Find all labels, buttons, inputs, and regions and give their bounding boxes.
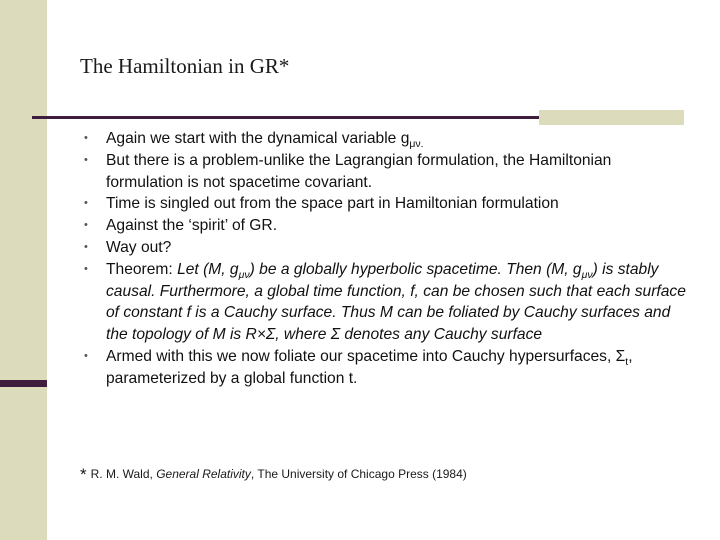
bullet-text: Again we start with the dynamical variable g: [106, 130, 410, 147]
sidebar-decoration-bottom: [0, 387, 47, 540]
theorem-text: ) be a globally hyperbolic spacetime. Then (M, g: [249, 260, 582, 278]
bullet-item: [80, 150, 692, 194]
footnote-star: *: [80, 465, 87, 484]
footnote-authors: R. M. Wald,: [90, 467, 157, 481]
bullet-text: , parameterized by a global function t.: [106, 347, 633, 387]
bullet-icon: •: [84, 349, 88, 362]
bullet-list: [80, 128, 692, 390]
subscript-t: t: [625, 355, 629, 368]
bullet-text: Against the ‘spirit’ of GR.: [106, 217, 278, 235]
subscript-mu-nu: μν.: [409, 138, 424, 150]
bullet-item: [80, 346, 692, 390]
title-divider-block: [539, 110, 684, 125]
theorem-text: ) is stably causal. Furthermore, a global time function, f, can be chosen such that each surface of constant f is a Cauchy surface. Thus M can be foliated by Cauchy surfaces and the topology of M is R×Σ, where Σ denotes any Cauchy surface: [106, 260, 686, 344]
subscript-mu-nu: μν: [238, 268, 250, 281]
sidebar-decoration-top: [0, 0, 47, 380]
bullet-text: Armed with this we now foliate our spacetime into Cauchy hypersurfaces, Σ: [106, 347, 626, 365]
bullet-icon: •: [84, 153, 88, 166]
bullet-text: Time is singled out from the space part in Hamiltonian formulation: [106, 195, 559, 213]
bullet-icon: •: [84, 132, 88, 144]
bullet-text: Way out?: [106, 238, 172, 256]
bullet-item: [80, 193, 692, 215]
footnote-publisher: , The University of Chicago Press (1984): [250, 467, 467, 481]
footnote-book-title: General Relativity: [156, 467, 251, 481]
bullet-icon: •: [84, 262, 88, 275]
bullet-icon: •: [84, 240, 88, 253]
bullet-item-theorem: [80, 259, 692, 346]
footnote: [80, 465, 467, 485]
bullet-icon: •: [84, 219, 88, 232]
subscript-mu-nu: μν: [581, 268, 593, 281]
sidebar-accent-mark: [0, 380, 47, 387]
bullet-item: [80, 128, 692, 150]
bullet-text: But there is a problem-unlike the Lagrangian formulation, the Hamiltonian formulation is not spacetime covariant.: [106, 151, 612, 191]
theorem-statement: [106, 261, 686, 343]
theorem-text: Let (M, g: [177, 260, 239, 278]
bullet-item: [80, 237, 692, 259]
slide-title: The Hamiltonian in GR*: [80, 54, 290, 78]
bullet-item: [80, 215, 692, 237]
bullet-icon: •: [84, 197, 88, 210]
title-divider-line: [32, 116, 539, 119]
theorem-label: Theorem:: [106, 260, 178, 278]
